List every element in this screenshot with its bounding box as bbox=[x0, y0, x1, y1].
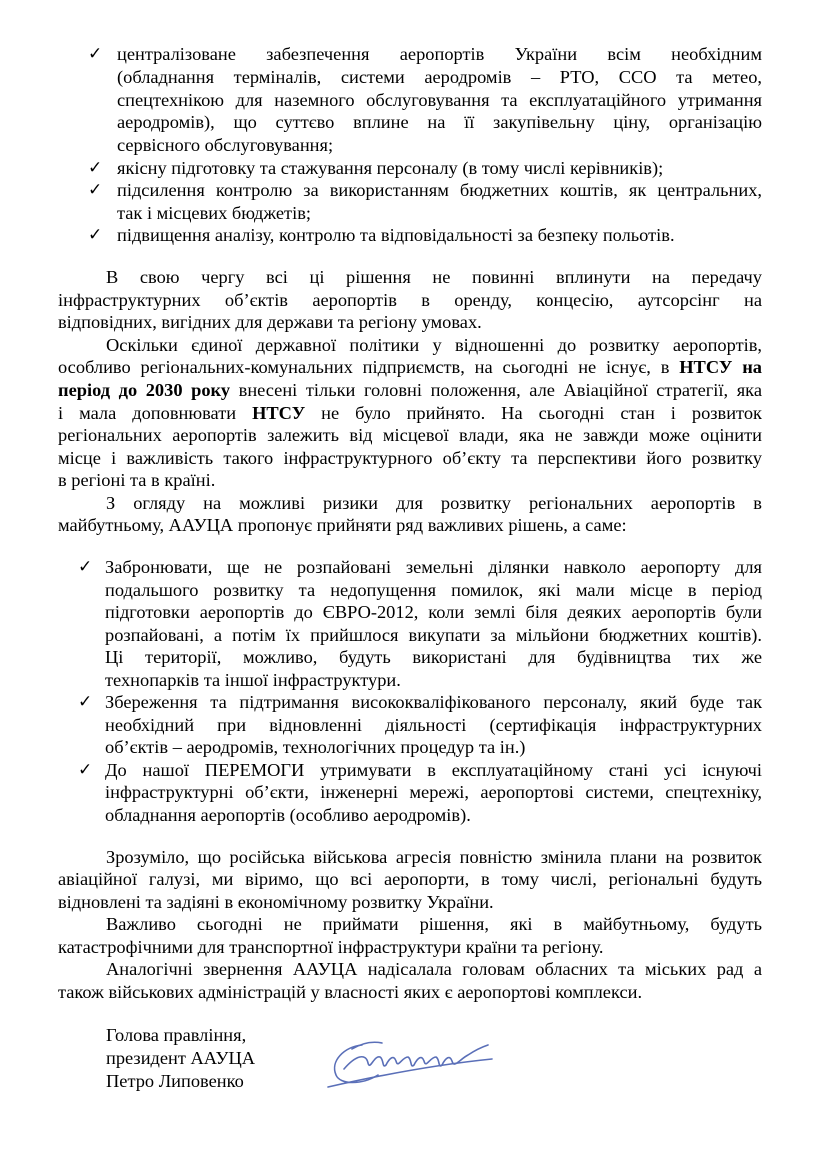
para2-line6: місце і важливість такого інфраструктурного об’єкту та перспективи його розвитку bbox=[58, 448, 762, 468]
para2-line3 bbox=[58, 379, 762, 402]
para6-line2: також військових адміністрацій у власності яких є аеропортові комплекси. bbox=[58, 982, 643, 1002]
checkmark-icon: ✓ bbox=[78, 557, 93, 577]
list2-item2-line2: необхідний при відновленні діяльності (сертифікація інфраструктурних bbox=[105, 715, 762, 735]
para3-line2: майбутньому, ААУЦА пропонує прийняти ряд важливих рішень, а саме: bbox=[58, 515, 627, 535]
para2-line2 bbox=[58, 356, 762, 379]
para2-line3-text: внесені тільки головні положення, але Авіаційної стратегії, яка bbox=[230, 380, 762, 400]
list2-item1-line2: подальшого розвитку та недопущення помилок, які мали місце в період bbox=[105, 580, 762, 600]
handwritten-signature bbox=[322, 1025, 497, 1095]
ntsu-bold-text: НТСУ на bbox=[679, 357, 763, 377]
para1-line2: інфраструктурних об’єктів аеропортів в оренду, концесію, аутсорсінг на bbox=[58, 290, 762, 310]
para2-line2-text: особливо регіональних-комунальних підприємств, на сьогодні не існує, в bbox=[58, 357, 680, 377]
para1-line1: В свою чергу всі ці рішення не повинні вплинути на передачу bbox=[106, 267, 762, 287]
period-bold-text: період до 2030 року bbox=[58, 380, 231, 400]
checkmark-icon: ✓ bbox=[88, 225, 103, 245]
para6-line1: Аналогічні звернення ААУЦА надісалала головам обласних та міських рад а bbox=[106, 959, 762, 979]
list1-item3-line2: так і місцевих бюджетів; bbox=[117, 203, 311, 223]
para2-line1: Оскільки єдиної державної політики у відношенні до розвитку аеропортів, bbox=[106, 335, 762, 355]
list2-item3-line3: обладнання аеропортів (особливо аеродромів). bbox=[105, 805, 471, 825]
para1-line3: відповідних, вигідних для держави та регіону умовах. bbox=[58, 312, 482, 332]
list1-item1-line2: (обладнання терміналів, системи аеродромів – РТО, ССО та метео, bbox=[117, 67, 762, 87]
list2-item2-line3: об’єктів – аеродромів, технологічних процедур та ін.) bbox=[105, 737, 526, 757]
para2-line4-text-a: і мала доповнювати bbox=[58, 403, 253, 423]
para5-line2: катастрофічними для транспортної інфраструктури країни та регіону. bbox=[58, 937, 604, 957]
list1-item3-line1: підсилення контролю за використанням бюджетних коштів, як центральних, bbox=[117, 180, 762, 200]
list2-item1-line5: Ці території, можливо, будуть використані для будівництва тих же bbox=[105, 647, 762, 667]
para4-line1: Зрозуміло, що російська військова агресія повністю змінила плани на розвиток bbox=[106, 847, 762, 867]
list2-item1-line3: підготовки аеропортів до ЄВРО-2012, коли землі біля деяких аеропортів були bbox=[105, 602, 762, 622]
signature-title: Голова правління, bbox=[106, 1025, 247, 1045]
checkmark-icon: ✓ bbox=[88, 180, 103, 200]
list1-item2: якісну підготовку та стажування персоналу (в тому числі керівників); bbox=[117, 158, 664, 178]
para4-line3: відновлені та задіяні в економічному розвитку України. bbox=[58, 892, 494, 912]
list2-item1-line1: Забронювати, ще не розпайовані земельні ділянки навколо аеропорту для bbox=[105, 557, 762, 577]
checkmark-icon: ✓ bbox=[88, 158, 103, 178]
list2-item3-line1: До нашої ПЕРЕМОГИ утримувати в експлуатаційному стані усі існуючі bbox=[105, 760, 762, 780]
list2-item1-line6: технопарків та іншої інфраструктури. bbox=[105, 670, 401, 690]
list2-item1-line4: розпайовані, а потім їх прийшлося викупати за мільйони бюджетних коштів). bbox=[105, 625, 762, 645]
checkmark-icon: ✓ bbox=[78, 760, 93, 780]
para2-line4 bbox=[58, 402, 762, 425]
checkmark-icon: ✓ bbox=[88, 44, 103, 64]
para5-line1: Важливо сьогодні не приймати рішення, які в майбутньому, будуть bbox=[106, 914, 762, 934]
list1-item1-line5: сервісного обслуговування; bbox=[117, 135, 334, 155]
list1-item1-line1: централізоване забезпечення аеропортів України всім необхідним bbox=[117, 44, 762, 64]
list1-item4: підвищення аналізу, контролю та відповідальності за безпеку польотів. bbox=[117, 225, 675, 245]
signature-name: Петро Липовенко bbox=[106, 1071, 244, 1091]
para2-line5: регіональних аеропортів залежить від місцевої влади, яка не завжди може оцінити bbox=[58, 425, 762, 445]
checkmark-icon: ✓ bbox=[78, 692, 93, 712]
list1-item1-line3: спецтехнікою для наземного обслуговування та експлуатаційного утримання bbox=[117, 90, 762, 110]
para2-line7: в регіоні та в країні. bbox=[58, 470, 216, 490]
list2-item3-line2: інфраструктурні об’єкти, інженерні мережі, аеропортові системи, спецтехніку, bbox=[105, 782, 762, 802]
ntsu-bold-text: НТСУ bbox=[252, 403, 306, 423]
para4-line2: авіаційної галузі, ми віримо, що всі аеропорти, в тому числі, регіональні будуть bbox=[58, 869, 762, 889]
para2-line4-text-c: не було прийнято. На сьогодні стан і розвиток bbox=[305, 403, 762, 423]
para3-line1: З огляду на можливі ризики для розвитку регіональних аеропортів в bbox=[106, 493, 762, 513]
signature-position: президент ААУЦА bbox=[106, 1048, 256, 1068]
list2-item2-line1: Збереження та підтримання висококваліфікованого персоналу, який буде так bbox=[105, 692, 762, 712]
list1-item1-line4: аеродромів), що суттєво вплине на її закупівельну ціну, організацію bbox=[117, 112, 762, 132]
